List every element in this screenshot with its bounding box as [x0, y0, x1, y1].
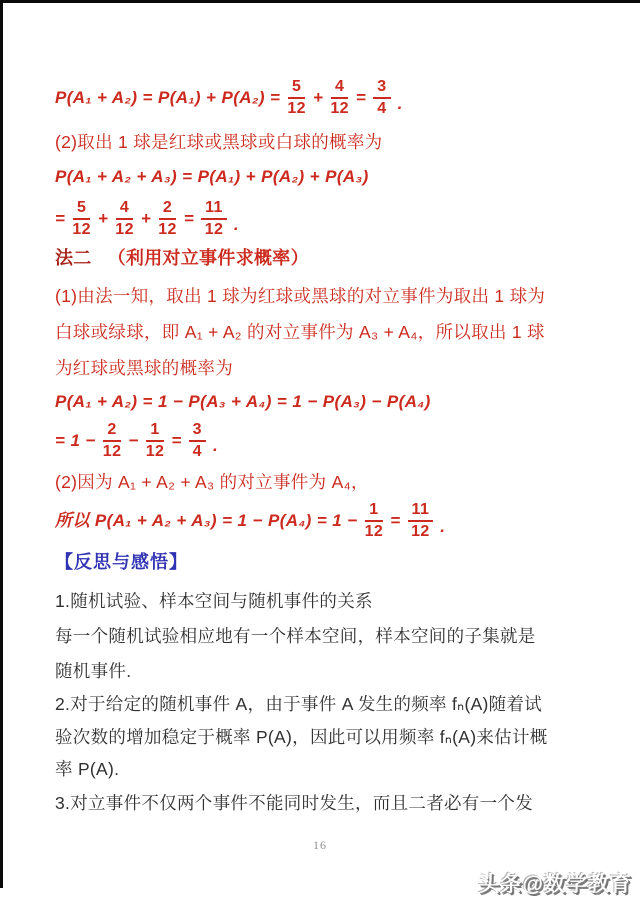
- fraction: [373, 78, 390, 118]
- formula-text: =: [55, 208, 66, 228]
- method2-label: 法二: [55, 247, 92, 268]
- operator: +: [140, 208, 152, 228]
- reflection-item: 每一个随机试验相应地有一个样本空间，样本空间的子集就是: [55, 626, 536, 647]
- operator: −: [128, 430, 139, 450]
- fraction-denominator: 12: [158, 220, 177, 238]
- solution-text-line: (2)取出 1 球是红球或黑球或白球的概率为: [55, 131, 383, 152]
- operator: +: [97, 208, 109, 228]
- fraction-denominator: 12: [102, 442, 122, 460]
- fraction: [201, 199, 227, 239]
- fraction: [330, 78, 349, 118]
- solution-text-line: (1)由法一知，取出 1 球为红球或黑球的对立事件为取出 1 球为: [55, 285, 546, 306]
- reflection-item: 1.随机试验、样本空间与随机事件的关系: [55, 591, 373, 612]
- fraction: [408, 501, 434, 541]
- fraction-numerator: 11: [408, 501, 434, 522]
- operator: =: [355, 87, 367, 107]
- fraction-denominator: 12: [115, 220, 134, 238]
- formula-line-6: [55, 501, 610, 541]
- reflection-item: 3.对立事件不仅两个事件不能同时发生，而且二者必有一个发: [55, 793, 533, 814]
- formula-period: .: [212, 436, 219, 456]
- fraction-denominator: 12: [145, 442, 165, 460]
- formula-period: .: [440, 517, 446, 537]
- fraction-denominator: 12: [287, 99, 306, 117]
- fraction: [287, 78, 306, 118]
- fraction-numerator: 4: [116, 199, 133, 220]
- formula-line-4: [55, 390, 610, 414]
- fraction-denominator: 12: [204, 220, 224, 238]
- formula-text: P(A₁ + A₂) = P(A₁) + P(A₂) =: [55, 87, 281, 107]
- solution-text-line: 为红球或黑球的概率为: [55, 357, 233, 378]
- fraction-numerator: 11: [201, 199, 227, 220]
- method2-title: （利用对立事件求概率）: [107, 247, 309, 268]
- fraction: [103, 421, 122, 461]
- fraction-denominator: 12: [364, 523, 384, 541]
- operator: =: [171, 430, 182, 450]
- operator: =: [390, 511, 401, 531]
- fraction-numerator: 2: [103, 421, 120, 442]
- reflection-item: 验次数的增加稳定于概率 P(A)，因此可以用频率 fₙ(A)来估计概: [55, 727, 548, 748]
- formula-text: P(A₁ + A₂) = 1 − P(A₃ + A₄) = 1 − P(A₃) − P(A₄): [55, 391, 431, 411]
- fraction-numerator: 1: [365, 501, 382, 522]
- formula-period: .: [397, 93, 403, 113]
- formula-line-2: [55, 165, 610, 189]
- operator: +: [312, 87, 324, 107]
- formula-line-1: [55, 78, 610, 118]
- fraction-denominator: 4: [377, 99, 387, 117]
- fraction: [189, 421, 206, 461]
- fraction-numerator: 5: [73, 199, 90, 220]
- fraction-numerator: 3: [189, 421, 206, 442]
- reflection-item: 2.对于给定的随机事件 A，由于事件 A 发生的频率 fₙ(A)随着试: [55, 694, 543, 715]
- page-number: 16: [313, 838, 327, 852]
- formula-text: = 1 −: [55, 430, 96, 450]
- fraction-numerator: 1: [146, 421, 163, 442]
- solution-text-line: (2)因为 A₁ + A₂ + A₃ 的对立事件为 A₄，: [55, 472, 369, 493]
- fraction-numerator: 2: [159, 199, 176, 220]
- formula-text: 所以 P(A₁ + A₂ + A₃) = 1 − P(A₄) = 1 −: [55, 511, 358, 531]
- reflection-item: 率 P(A).: [55, 759, 120, 780]
- fraction-numerator: 3: [373, 78, 390, 99]
- fraction-denominator: 12: [411, 523, 430, 541]
- fraction: [365, 501, 384, 541]
- method2-heading: [55, 245, 610, 271]
- fraction-numerator: 4: [331, 78, 348, 99]
- fraction-numerator: 5: [288, 78, 305, 99]
- formula-line-5: [55, 421, 610, 461]
- watermark: 头条@数学教育: [478, 873, 632, 896]
- solution-text-line: 白球或绿球，即 A₁ + A₂ 的对立事件为 A₃ + A₄，所以取出 1 球: [55, 321, 545, 342]
- formula-text: P(A₁ + A₂ + A₃) = P(A₁) + P(A₂) + P(A₃): [55, 166, 369, 186]
- fraction: [146, 421, 165, 461]
- formula-line-3: [55, 199, 610, 239]
- operator: =: [183, 208, 195, 228]
- fraction-denominator: 12: [330, 99, 349, 117]
- fraction: [72, 199, 91, 239]
- fraction: [158, 199, 177, 239]
- fraction: [115, 199, 134, 239]
- reflection-item: 随机事件.: [55, 661, 132, 682]
- reflection-heading: 【反思与感悟】: [55, 552, 188, 573]
- formula-period: .: [233, 214, 239, 234]
- fraction-denominator: 12: [72, 220, 91, 238]
- fraction-denominator: 4: [192, 442, 202, 460]
